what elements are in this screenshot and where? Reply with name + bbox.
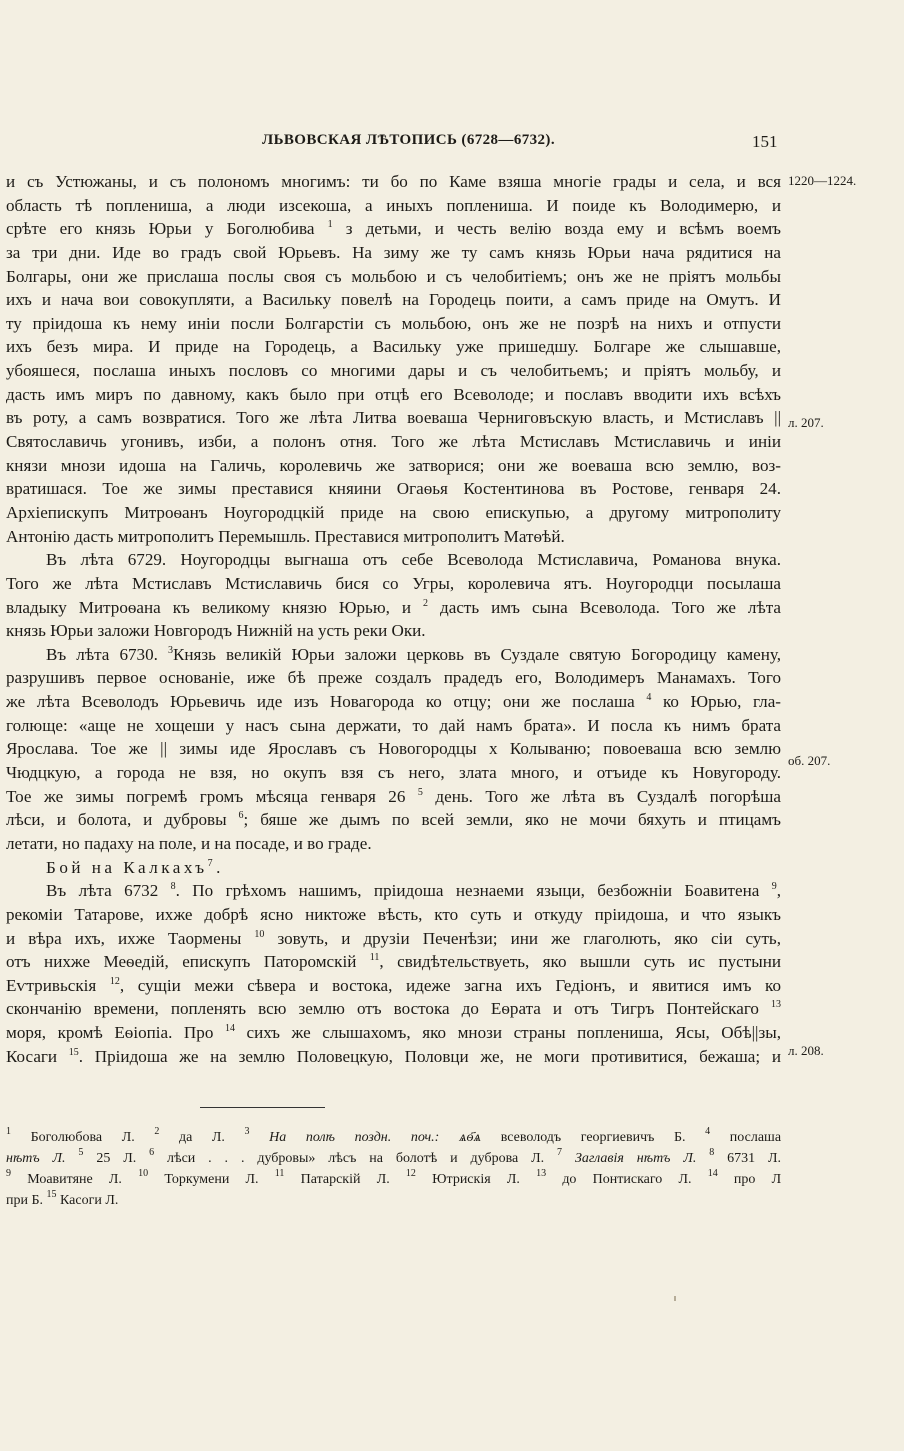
- footnote-marker: 2: [423, 597, 429, 609]
- text-line: Архiепискупъ Митроѳанъ Ноугородцкiй приде на свою епискупью, а другому митрополиту: [6, 502, 781, 522]
- text-line: Чюдцкую, а города не взя, но окупъ взя съ него, злата много, и отъиде къ Новугороду.: [6, 763, 781, 783]
- footnote-marker: 4: [646, 692, 652, 704]
- text-line: летати, но падаху на поле, и на посаде, и во граде.: [6, 833, 372, 853]
- text-line: князь Юрьи заложи Новгородъ Нижнiй на усть реки Оки.: [6, 621, 426, 641]
- footnotes: [6, 1127, 781, 1211]
- margin-note-verso-207: об. 207.: [788, 753, 831, 768]
- footnote-marker: 3: [167, 644, 173, 656]
- text-line: отъ нихже Меѳедiй, епискупъ Патоpомскiй $^{11}$, свидѣтельствуеть, яко вышли суть ис пустыни: [6, 952, 781, 972]
- text-line: Въ лѣта 6729. Ноугородцы выгнаша отъ себе Всеволода Мстиславича, Романова внука.: [46, 550, 781, 570]
- text-line: владыку Митроѳана къ великому князю Юрью, и $^2$ дасть имъ сына Всеволода. Того же лѣта: [6, 597, 781, 617]
- footnote-marker: 1: [327, 219, 333, 231]
- footnote-marker: 10: [254, 928, 265, 940]
- text-line: область тѣ поплениша, а люди изсекоша, а иныхъ поплениша. И поиде къ Володимерю, и: [6, 195, 781, 215]
- text-line: князи мнози идоша на Галичь, королевичь же затворися; они же воеваша всю землю, воз-: [6, 455, 781, 475]
- marginal-word: ѧѳ҃ѧ: [458, 1130, 482, 1145]
- page-number: 151: [752, 132, 778, 151]
- text-line: голюще: «аще не хощеши у насъ сына держати, то дай намъ брата». И посла къ нимъ брата: [6, 715, 781, 735]
- paper-speck: [674, 1296, 676, 1301]
- text-line: ихъ и нача вои совокупляти, а Васильку повелѣ на Городець поити, а самъ приде на Омутъ. И: [6, 290, 781, 310]
- text-line: ихъ безъ мира. И приде на Городець, а Васильку уже пришедшу. Болгаре же слышавше,: [6, 337, 781, 357]
- text-line: въ роту, а самъ возвратися. Того же лѣта Литва воеваша Черниговъскую власть, и Мстиславъ ||: [6, 408, 781, 428]
- footnote-separator: [200, 1107, 325, 1108]
- text-line: и съ Устюжаны, и съ полономъ многимъ: ти бо по Каме взяша многiе грады и села, и вся: [6, 172, 781, 191]
- text-line: дасть имъ миръ по давному, какъ было при отцѣ его Всеволоде; и пославъ вводити ихъ всѣхъ: [6, 384, 781, 404]
- text-line: Святославичь угонивъ, изби, а полонъ отня. Того же лѣта Мстиславъ Мстиславичь и иніи: [6, 432, 781, 452]
- text-line: Антонiю дасть митрополитъ Перемышль. Преставися митрополитъ Матѳѣй.: [6, 526, 565, 546]
- text-line: срѣте его князь Юрьи у Боголюбива $^1$ з детьми, и честь велiю возда ему и всѣмъ воемъ: [6, 219, 781, 239]
- text-line: и вѣра ихъ, ихже Таормены $^{10}$ зовуть, и друзiи Печенѣзи; ини же глаголють, яко сiи суть,: [6, 928, 781, 948]
- footnote-line: при Б. $^{15}$ Касоги Л.: [6, 1189, 119, 1208]
- text-line: вратишася. Тое же зимы преставися княини Огаѳья Костентинова въ Ростове, генваря 24.: [6, 479, 781, 499]
- text-line: скончанiю времени, попленять всю землю отъ востока до Еѳрата и отъ Тигръ Понтейскаго $^{13}$: [6, 999, 781, 1019]
- margin-note-leaf-207: л. 207.: [788, 415, 824, 430]
- text-line: Еѵтривьскiя $^{12}$, сущiи межи сѣвера и востока, идеже загна ихъ Гедiонъ, и явитися имъ ко: [6, 975, 781, 995]
- text-line: Того же лѣта Мстиславъ Мстиславичь бися со Угры, королевича ятъ. Ноугородци посылаша: [6, 573, 781, 593]
- margin-note-leaf-208: л. 208.: [788, 1043, 824, 1058]
- text-line: ту прiидоша къ нему иніи посли Болгарстіи съ мольбою, онъ же не позрѣ на нихъ и отпусти: [6, 313, 781, 333]
- section-heading: Бой на Калкахъ$^7$.: [46, 857, 224, 877]
- text-line: лѣси, и болота, и дубровы $^6$; бяше же дымъ по всей земли, яко не мочи бяхуть и птицамъ: [6, 810, 781, 830]
- text-line: моря, кромѣ Еѳiопiа. Про $^{14}$ сихъ же слышахомъ, яко мнози страны поплениша, Ясы, Обѣ||зы,: [6, 1023, 781, 1043]
- footnote-marker: 7: [207, 857, 217, 869]
- running-title: ЛЬВОВСКАЯ ЛѢТОПИСЬ (6728—6732).: [262, 132, 555, 148]
- text-line: Тое же зимы погремѣ громъ мѣсяца генваря 26 $^5$ день. Того же лѣта въ Суздалѣ погорѣша: [6, 786, 781, 806]
- text-line: разрушивъ первое основанiе, иже бѣ преже создалъ прадедъ его, Володимеръ Манамахъ. Того: [6, 668, 781, 688]
- footnote-marker: 11: [369, 952, 380, 964]
- footnote-marker: 14: [224, 1023, 235, 1035]
- chronicle-text: [6, 170, 781, 1068]
- text-line: за три дни. Иде во градъ свой Юрьевъ. На зиму же ту самъ князь Юрьи нача рядитися на: [6, 242, 781, 262]
- page-header: [0, 132, 904, 156]
- footnote-line: $^9$ Моавитяне Л. $^{10}$ Торкумени Л. $^{11}$ Патарскiй Л. $^{12}$ Ютрискiя Л. $^{13}$ до Понтискаго Л. $^{14}$ про Л: [6, 1168, 782, 1187]
- footnote-line: $^1$ Боголюбова Л. $^2$ да Л. $^3$ На полѣ поздн. поч.: ѧѳ҃ѧ всеволодъ георгиевичъ Б. $^4$ послаша: [6, 1126, 782, 1145]
- text-line: Ярослава. Тое же || зимы иде Ярославъ съ Новогородцы х Колываню; повоеваша всю землю: [6, 739, 781, 759]
- footnote-marker: 12: [109, 975, 120, 987]
- text-line: же лѣта Всеволодъ Юрьевичь иде изъ Новагорода ко отцу; они же послаша $^4$ ко Юрью, гла-: [6, 692, 781, 712]
- footnote-marker: 8: [170, 881, 176, 893]
- footnote-marker: 9: [771, 881, 777, 893]
- text-line: рекомiи Татарове, ихже добрѣ ясно никтоже вѣсть, кто суть и откуду прiидоша, и что языкъ: [6, 904, 781, 924]
- text-line: Въ лѣта 6732 $^8$. По грѣхомъ нашимъ, прiидоша незнаеми языци, безбожнiи Боавитена $^9$,: [46, 881, 781, 901]
- text-line: Въ лѣта 6730. $^3$Князь великiй Юрьи заложи церковь въ Суздале святую Богородицу камену,: [46, 644, 781, 664]
- text-line: Косаги $^{15}$. Прiидоша же на землю Половецкую, Половци же, не моги противитися, бежаша; и: [6, 1046, 781, 1066]
- footnote-marker: 13: [771, 999, 781, 1011]
- text-line: убояшеся, послаша иныхъ пословъ со многими дары и съ челобитьемъ; и прiятъ мольбу, и: [6, 361, 781, 381]
- footnote-line: нѣтъ Л. $^5$ 25 Л. $^6$ лѣси . . . дубровы» лѣсъ на болотѣ и дуброва Л. $^7$ Заглавiя нѣтъ Л. $^8$ 6731 Л.: [6, 1147, 781, 1166]
- footnote-marker: 6: [238, 810, 244, 822]
- footnote-marker: 5: [417, 786, 423, 798]
- margin-note-years: 1220—1224.: [788, 173, 857, 188]
- footnote-marker: 15: [68, 1046, 79, 1058]
- text-line: Болгары, они же прислаша послы своя съ мольбою и съ челобитiемъ; онъ же не прiятъ мольбы: [6, 266, 781, 286]
